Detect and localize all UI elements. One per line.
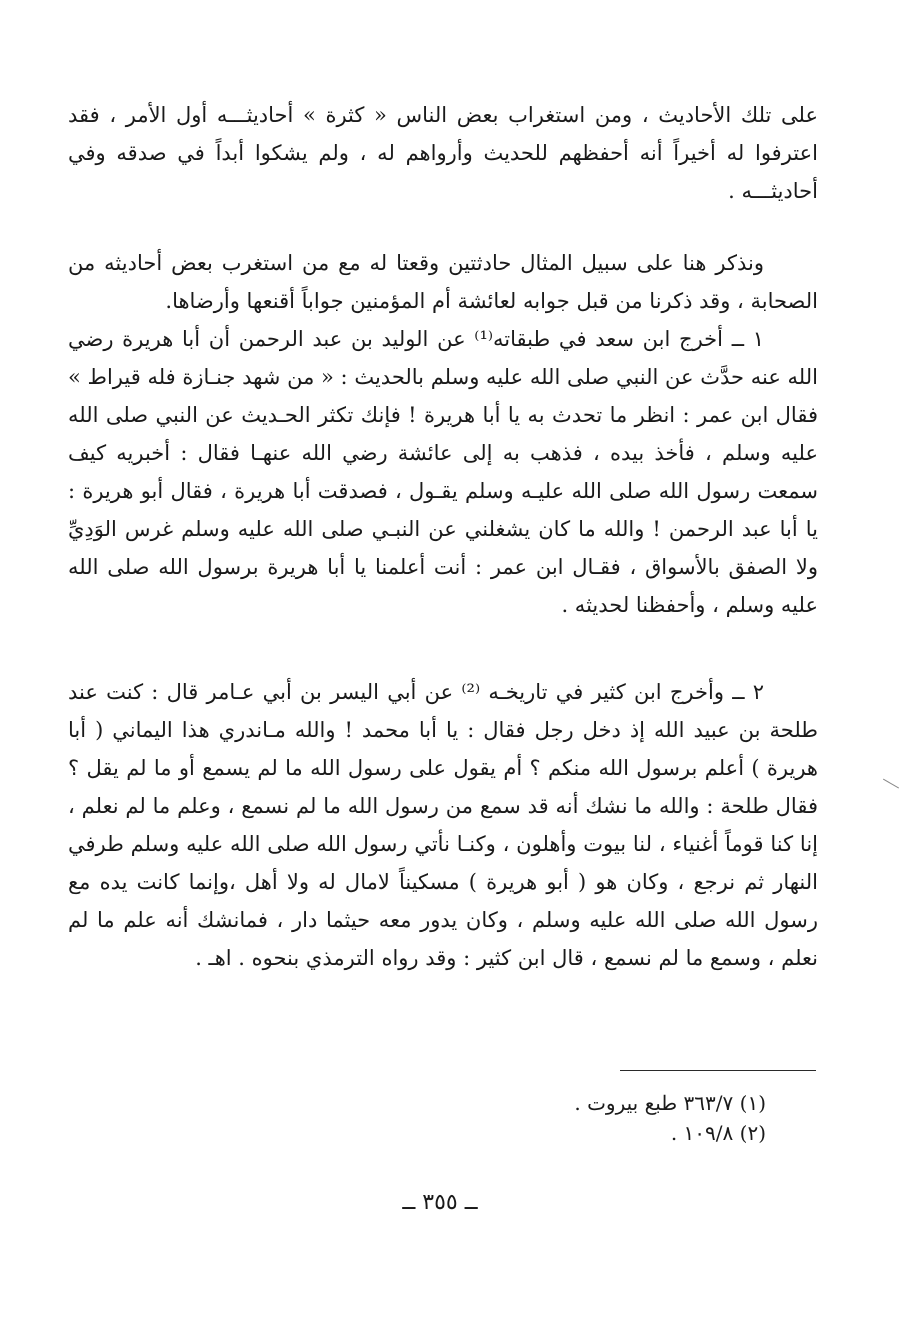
footnote-separator <box>620 1070 816 1071</box>
second-incident-paragraph: ٢ ــ وأخرج ابن كثير في تاريخـه ⁽²⁾ عن أبي اليسر بن أبي عـامر قال : كنت عند طلحة بن عبيد الله إذ دخل رجل فقال : يا أبا محمد ! والله مـاندري هذا اليماني ( أبا هريرة ) أعلم برسول الله منكم ؟ أم يقول على رسول الله ما لم يسمع أو ما لم يقل ؟ فقال طلحة : والله ما نشك أنه قد سمع من رسول الله ما لم نسمع ، وعلم ما لم نعلم ، إنا كنا قوماً أغنياء ، لنا بيوت وأهلون ، وكنـا نأتي رسول الله صلى الله عليه وسلم طرفي النهار ثم نرجع ، وكان هو ( أبو هريرة ) مسكيناً لامال له ولا أهل ،وإنما كانت يده مع رسول الله صلى الله عليه وسلم ، وكان يدور معه حيثما دار ، فمانشك أنه علم ما لم نعلم ، وسمع ما لم نسمع ، قال ابن كثير : وقد رواه الترمذي بنحوه . اهـ . <box>68 680 818 970</box>
second-incident-block <box>68 673 818 977</box>
page-number: ــ ٣٥٥ ــ <box>402 1190 478 1215</box>
first-incident-paragraph: ١ ــ أخرج ابن سعد في طبقاته⁽¹⁾ عن الوليد بن عبد الرحمن أن أبا هريرة رضي الله عنه حدَّث عن النبي صلى الله عليه وسلم بالحديث : « من شهد جنـازة فله قيراط » فقال ابن عمر : انظر ما تحدث به يا أبا هريرة ! فإنك تكثر الحـديث عن النبي صلى الله عليه وسلم ، فأخذ بيده ، فذهب به إلى عائشة رضي الله عنهـا فقال : أخبريه كيف سمعت رسول الله صلى الله عليـه وسلم يقـول ، فصدقت أبا هريرة ، فقال أبو هريرة : يا أبا عبد الرحمن ! والله ما كان يشغلني عن النبـي صلى الله عليه وسلم غرس الوَدِيِّ ولا الصفق بالأسواق ، فقـال ابن عمر : أنت أعلمنا يا أبا هريرة برسول الله صلى الله عليه وسلم ، وأحفظنا لحديثه . <box>68 327 818 617</box>
scan-edge-mark <box>875 779 899 803</box>
intro-paragraph: على تلك الأحاديث ، ومن استغراب بعض الناس « كثرة » أحاديثـــه أول الأمر ، فقد اعترفوا له أخيراً أنه أحفظهم للحديث وأرواهم له ، ولم يشكوا أبداً في صدقه وفي أحاديثـــه . <box>68 103 818 203</box>
main-text-block <box>68 244 818 624</box>
mention-paragraph: ونذكر هنا على سبيل المثال حادثتين وقعتا له مع من استغرب بعض أحاديثه من الصحابة ، وقد ذكرنا من قبل جوابه لعائشة أم المؤمنين جواباً أقنعها وأرضاها. <box>68 251 818 313</box>
footnote-2: (٢) ١٠٩/٨ . <box>670 1121 766 1145</box>
footnote-1: (١) ٣٦٣/٧ طبع بيروت . <box>574 1091 766 1115</box>
intro-paragraph-block <box>68 96 818 210</box>
footnotes <box>400 1088 766 1148</box>
